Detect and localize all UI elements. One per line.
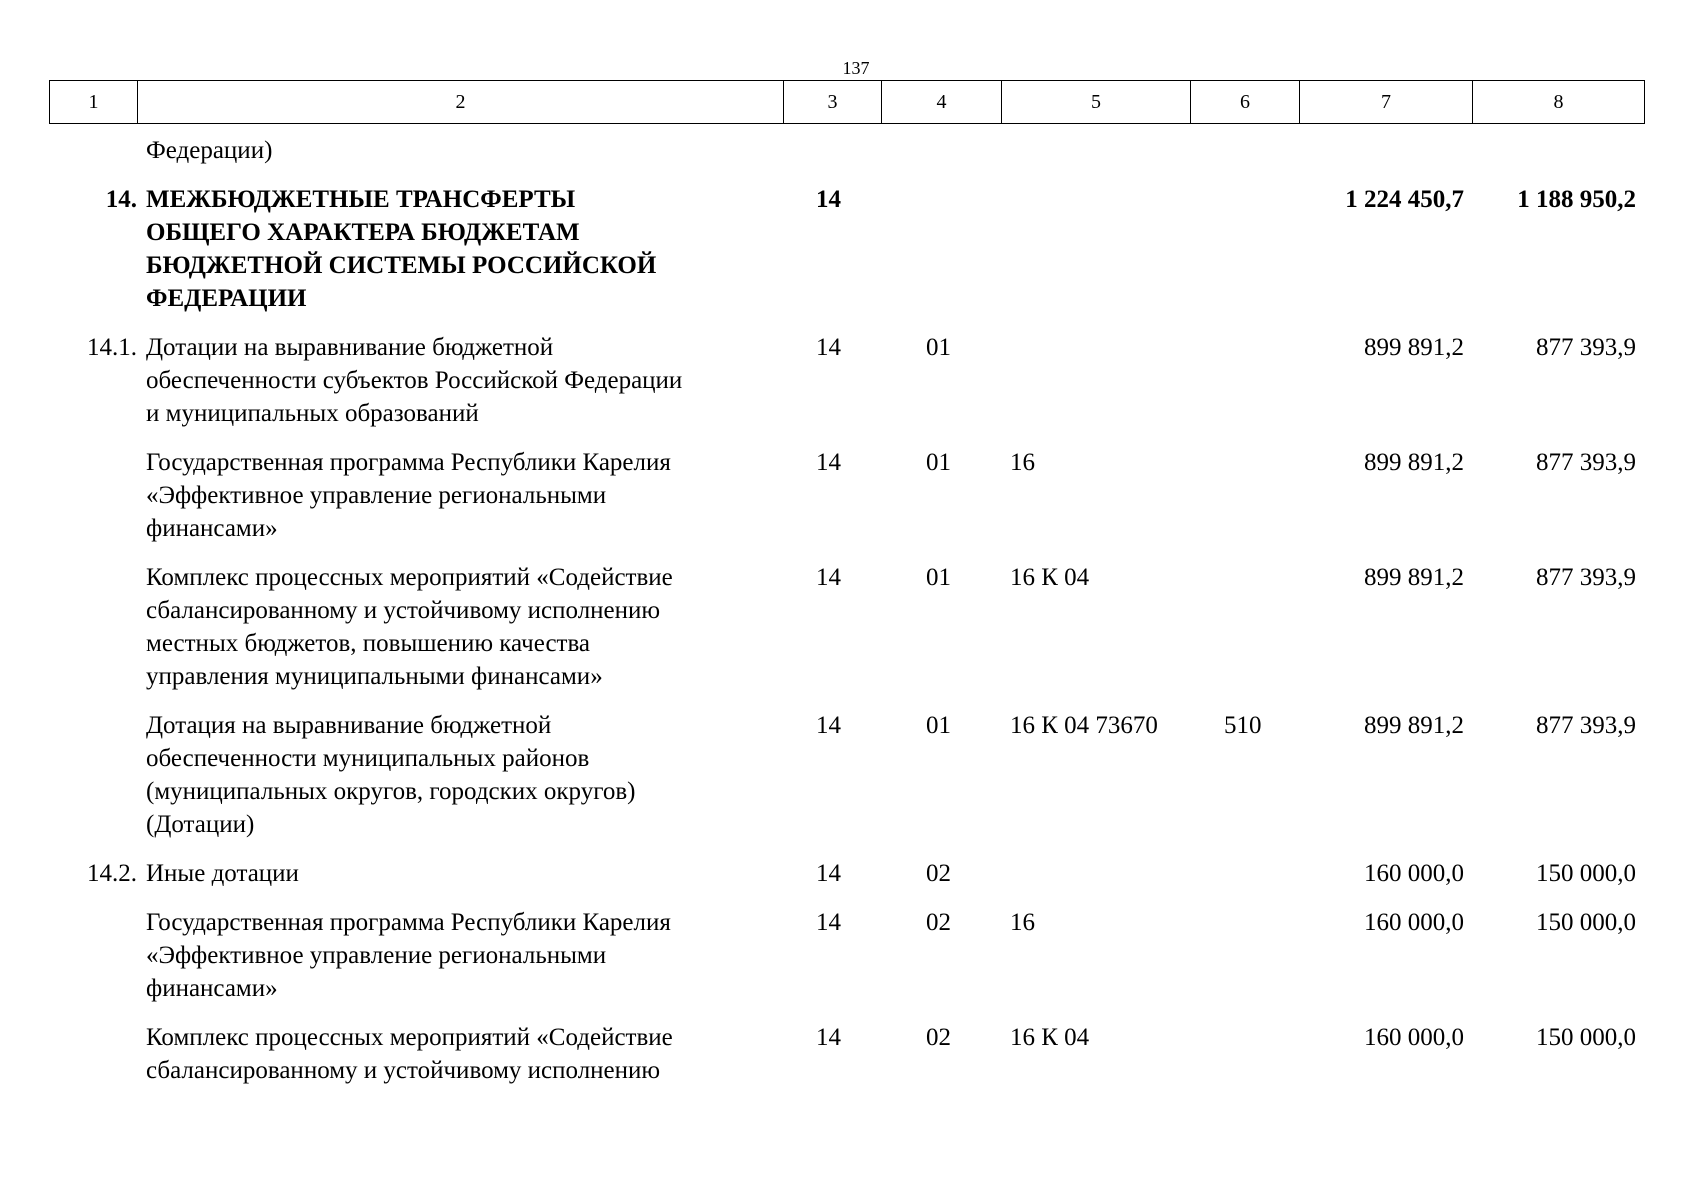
amount-col-8: 877 393,9 [1536,564,1636,591]
description-line: Комплекс процессных мероприятий «Содействие [146,1024,673,1051]
amount-col-7: 160 000,0 [1364,860,1464,887]
amount-col-7: 160 000,0 [1364,909,1464,936]
description-line: Федерации) [146,137,273,164]
row-description [137,709,783,841]
subsection-code: 02 [926,1024,951,1051]
row-number: 14.1. [87,334,137,361]
section-code: 14 [816,712,841,739]
row-description [137,446,783,545]
header-col-2: 2 [138,81,784,124]
target-article-code: 16 [1010,449,1035,476]
amount-col-8: 150 000,0 [1536,909,1636,936]
description-line: ФЕДЕРАЦИИ [146,285,307,312]
amount-col-8: 150 000,0 [1536,860,1636,887]
section-code: 14 [816,334,841,361]
amount-col-7: 1 224 450,7 [1345,186,1464,213]
table-row [49,906,1644,1005]
description-line: управления муниципальными финансами» [146,663,603,690]
column-number-header [49,80,1645,124]
header-row [50,81,1645,124]
description-line: «Эффективное управление региональными [146,482,607,509]
table-row [49,1021,1644,1087]
description-line: сбалансированному и устойчивому исполнению [146,597,661,624]
description-line: Государственная программа Республики Карелия [146,909,671,936]
row-description [137,561,783,693]
amount-col-7: 899 891,2 [1364,564,1464,591]
target-article-code: 16 [1010,909,1035,936]
target-article-code: 16 К 04 [1010,564,1090,591]
header-col-1: 1 [50,81,138,124]
amount-col-8: 877 393,9 [1536,334,1636,361]
description-line: Государственная программа Республики Карелия [146,449,671,476]
subsection-code: 02 [926,909,951,936]
subsection-code: 02 [926,860,951,887]
table-row [49,561,1644,693]
amount-col-8: 1 188 950,2 [1517,186,1636,213]
description-line: (муниципальных округов, городских округов) [146,778,636,805]
target-article-code: 16 К 04 [1010,1024,1090,1051]
budget-table-body [49,134,1644,1103]
table-row [49,709,1644,841]
description-line: БЮДЖЕТНОЙ СИСТЕМЫ РОССИЙСКОЙ [146,252,657,279]
description-line: местных бюджетов, повышению качества [146,630,591,657]
amount-col-8: 877 393,9 [1536,712,1636,739]
table-row [49,446,1644,545]
target-article-code: 16 К 04 73670 [1010,712,1158,739]
table-row [49,331,1644,430]
amount-col-7: 899 891,2 [1364,712,1464,739]
amount-col-7: 899 891,2 [1364,449,1464,476]
description-line: Комплекс процессных мероприятий «Содействие [146,564,673,591]
row-number: 14.2. [87,860,137,887]
header-col-6: 6 [1191,81,1300,124]
table-row [49,134,1644,167]
row-description [137,857,783,890]
description-line: ОБЩЕГО ХАРАКТЕРА БЮДЖЕТАМ [146,219,580,246]
header-col-7: 7 [1300,81,1473,124]
description-line: «Эффективное управление региональными [146,942,607,969]
header-col-5: 5 [1002,81,1191,124]
amount-col-7: 160 000,0 [1364,1024,1464,1051]
header-col-3: 3 [784,81,882,124]
subsection-code: 01 [926,449,951,476]
section-code: 14 [816,909,841,936]
amount-col-8: 877 393,9 [1536,449,1636,476]
section-code: 14 [816,1024,841,1051]
row-description [137,134,783,167]
description-line: финансами» [146,515,278,542]
header-col-8: 8 [1473,81,1645,124]
header-col-4: 4 [882,81,1002,124]
description-line: обеспеченности субъектов Российской Федерации [146,367,683,394]
description-line: Дотация на выравнивание бюджетной [146,712,552,739]
section-code: 14 [816,564,841,591]
subsection-code: 01 [926,334,951,361]
description-line: (Дотации) [146,811,255,838]
page-number: 137 [842,58,870,78]
table-row [49,183,1644,315]
row-description [137,183,783,315]
description-line: и муниципальных образований [146,400,479,427]
description-line: Дотации на выравнивание бюджетной [146,334,554,361]
amount-col-7: 899 891,2 [1364,334,1464,361]
subsection-code: 01 [926,712,951,739]
description-line: МЕЖБЮДЖЕТНЫЕ ТРАНСФЕРТЫ [146,186,576,213]
section-code: 14 [816,186,841,213]
description-line: финансами» [146,975,278,1002]
row-description [137,906,783,1005]
section-code: 14 [816,449,841,476]
row-description [137,331,783,430]
row-number: 14. [105,186,137,213]
subsection-code: 01 [926,564,951,591]
row-description [137,1021,783,1087]
description-line: обеспеченности муниципальных районов [146,745,590,772]
description-line: Иные дотации [146,860,299,887]
description-line: сбалансированному и устойчивому исполнению [146,1057,661,1084]
section-code: 14 [816,860,841,887]
expense-type-code: 510 [1224,712,1262,739]
amount-col-8: 150 000,0 [1536,1024,1636,1051]
table-row [49,857,1644,890]
